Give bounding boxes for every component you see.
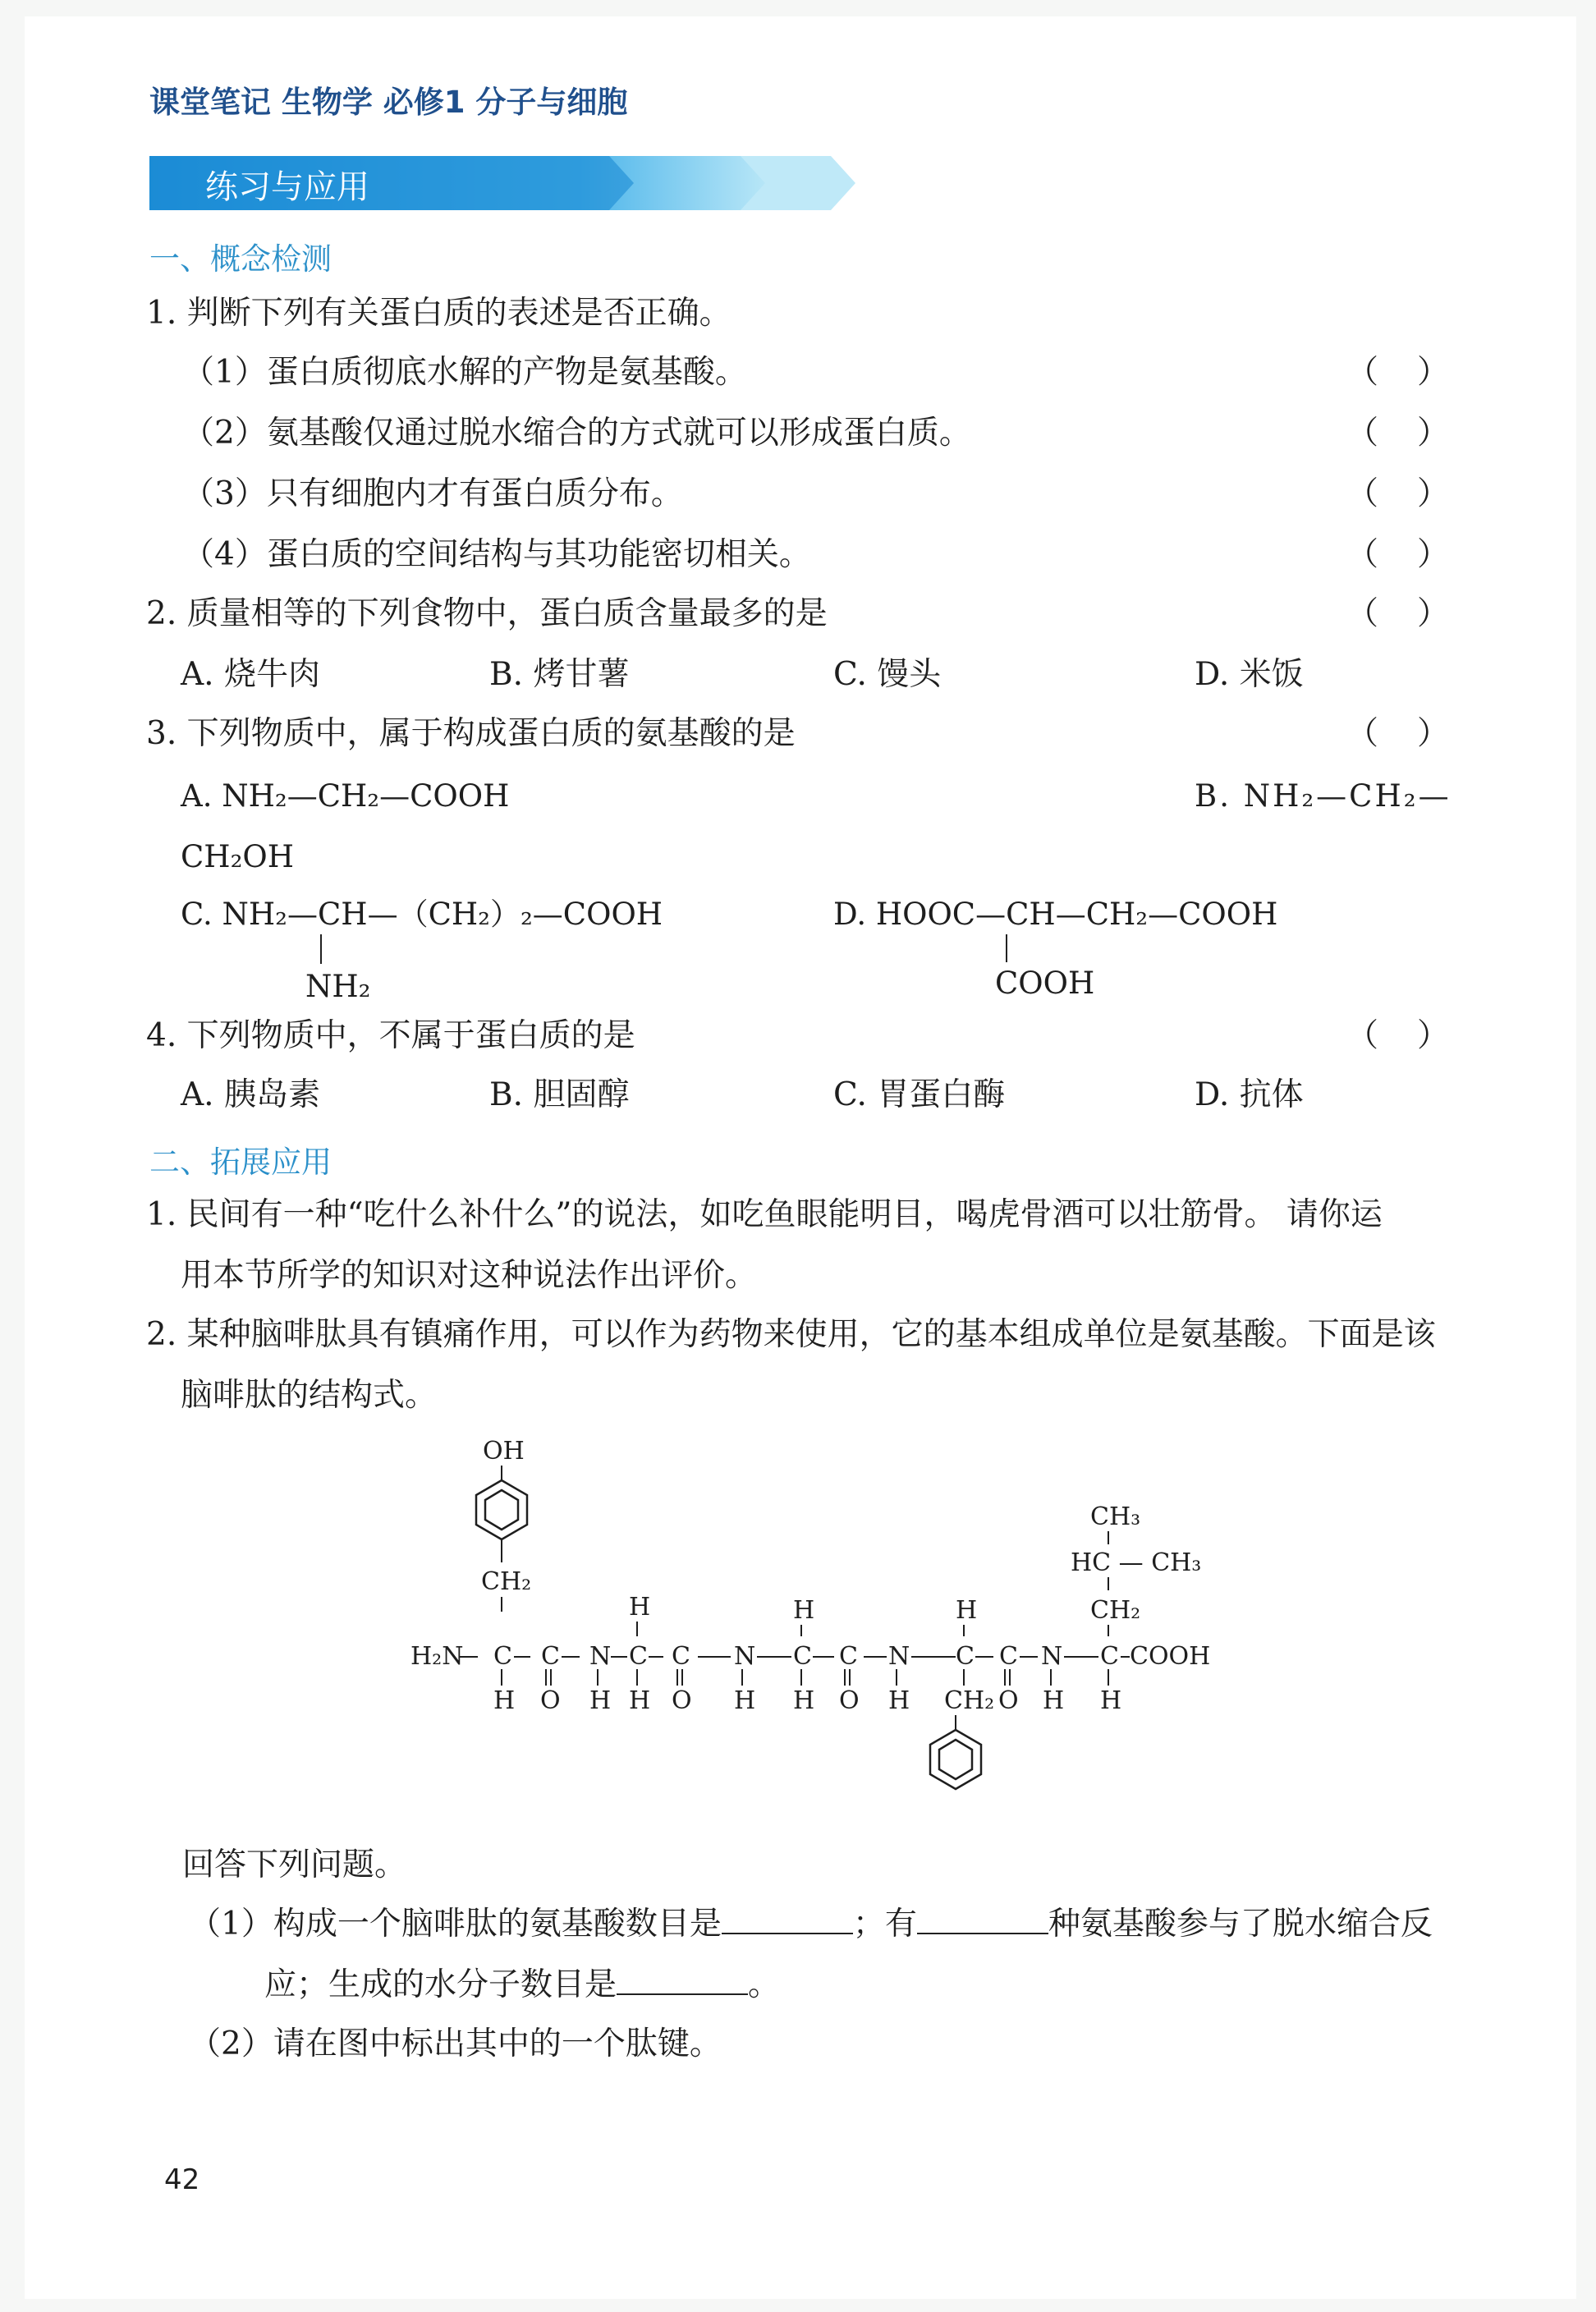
c-atom: C — [672, 1642, 690, 1671]
carboxyl-terminus-label: COOH — [1130, 1642, 1211, 1671]
section-title-extended-application: 二、拓展应用 — [149, 1145, 332, 1180]
answer-paren[interactable]: （ ） — [1346, 1017, 1449, 1054]
q3-option-d-substituent: COOH — [995, 966, 1095, 1001]
q4-option-d: D. 抗体 — [1195, 1076, 1304, 1113]
q3-option-d: D. HOOC—CH—CH₂—COOH — [833, 897, 1278, 932]
c-atom: C — [839, 1642, 858, 1671]
answer-paren[interactable]: （ ） — [1346, 475, 1449, 512]
q2-option-d: D. 米饭 — [1195, 656, 1304, 693]
o-label: O — [540, 1686, 561, 1715]
answer-paren[interactable]: （ ） — [1346, 415, 1449, 452]
ch2-label-phe: CH₂ — [944, 1686, 995, 1715]
page-number: 42 — [164, 2163, 200, 2196]
q3-option-b-continued: CH₂OH — [181, 839, 295, 874]
q2-option-a: A. 烧牛肉 — [181, 656, 320, 693]
answer-paren[interactable]: （ ） — [1346, 715, 1449, 752]
c-atom: C — [493, 1642, 512, 1671]
section-title-concept-check: 一、概念检测 — [149, 241, 332, 277]
answer-paren[interactable]: （ ） — [1346, 536, 1449, 573]
n-atom: N — [888, 1642, 910, 1671]
c-atom: C — [999, 1642, 1018, 1671]
n-atom: N — [734, 1642, 756, 1671]
ext-q2-line1: 2. 某种脑啡肽具有镇痛作用，可以作为药物来使用，它的基本组成单位是氨基酸。下面是该 — [146, 1316, 1436, 1353]
answer-blank-amino-acid-count[interactable] — [722, 1905, 853, 1934]
ch2-label-tyr: CH₂ — [481, 1567, 532, 1596]
q4-option-c: C. 胃蛋白酶 — [833, 1076, 1006, 1113]
h-label: H — [956, 1596, 978, 1625]
o-label: O — [672, 1686, 692, 1715]
h-label: H — [734, 1686, 756, 1715]
q3-stem: 3. 下列物质中，属于构成蛋白质的氨基酸的是 — [146, 715, 796, 752]
c-atom: C — [793, 1642, 812, 1671]
h-label: H — [793, 1596, 815, 1625]
hydroxyl-label: OH — [483, 1437, 525, 1466]
answer-blank-amino-acid-types[interactable] — [917, 1905, 1048, 1934]
benzene-ring-top — [476, 1480, 527, 1539]
c-atom: C — [541, 1642, 560, 1671]
n-atom: N — [589, 1642, 612, 1671]
q1-item-4: （4）蛋白质的空间结构与其功能密切相关。 — [182, 536, 811, 573]
h-label: H — [629, 1686, 651, 1715]
q4-stem: 4. 下列物质中，不属于蛋白质的是 — [146, 1017, 635, 1054]
q3-option-c: C. NH₂—CH—（CH₂）₂—COOH — [181, 897, 663, 932]
h-label: H — [1100, 1686, 1122, 1715]
q1-item-1: （1）蛋白质彻底水解的产物是氨基酸。 — [182, 354, 747, 391]
answer-intro: 回答下列问题。 — [182, 1846, 407, 1883]
c-atom: C — [956, 1642, 975, 1671]
q2-option-c: C. 馒头 — [833, 656, 942, 693]
n-atom: N — [1041, 1642, 1063, 1671]
banner-title: 练习与应用 — [205, 168, 369, 206]
q1-item-2: （2）氨基酸仅通过脱水缩合的方式就可以形成蛋白质。 — [182, 415, 971, 452]
answer-blank-water-count[interactable] — [617, 1966, 748, 1995]
q1-item-3: （3）只有细胞内才有蛋白质分布。 — [182, 475, 683, 512]
o-label: O — [839, 1686, 860, 1715]
ext-q1-line1: 1. 民间有一种“吃什么补什么”的说法，如吃鱼眼能明目，喝虎骨酒可以壮筋骨。 请你运 — [146, 1196, 1383, 1233]
ch2-label-leu: CH₂ — [1090, 1596, 1141, 1625]
bond-line — [320, 934, 322, 964]
h-label: H — [793, 1686, 815, 1715]
h-label: H — [888, 1686, 910, 1715]
sub-question-1-line1: （1）构成一个脑啡肽的氨基酸数目是 ；有 种氨基酸参与了脱水缩合反 — [189, 1906, 1433, 1943]
q4-option-a: A. 胰岛素 — [181, 1076, 320, 1113]
hc-ch3-label: HC — CH₃ — [1071, 1548, 1202, 1577]
ch3-top-label: CH₃ — [1090, 1502, 1141, 1531]
q2-option-b: B. 烤甘薯 — [489, 656, 630, 693]
book-header: 课堂笔记 生物学 必修1 分子与细胞 — [149, 85, 628, 120]
q1-stem: 1. 判断下列有关蛋白质的表述是否正确。 — [146, 295, 732, 332]
ext-q2-line2: 脑啡肽的结构式。 — [181, 1377, 438, 1414]
amino-terminus-label: H₂N — [410, 1642, 464, 1671]
q4-option-b: B. 胆固醇 — [489, 1076, 630, 1113]
q3-option-a: A. NH₂—CH₂—COOH — [181, 778, 510, 814]
enkephalin-structure — [386, 1424, 1248, 1835]
o-label: O — [998, 1686, 1019, 1715]
q2-stem: 2. 质量相等的下列食物中，蛋白质含量最多的是 — [146, 595, 828, 632]
answer-paren[interactable]: （ ） — [1346, 354, 1449, 391]
benzene-ring-bottom — [930, 1730, 981, 1789]
h-label: H — [629, 1593, 651, 1622]
sub-question-2: （2）请在图中标出其中的一个肽键。 — [189, 2025, 722, 2062]
ext-q1-line2: 用本节所学的知识对这种说法作出评价。 — [181, 1257, 758, 1294]
bond-line — [1006, 934, 1007, 962]
h-label: H — [589, 1686, 612, 1715]
h-label: H — [1043, 1686, 1065, 1715]
sub-question-1-line2: 应；生成的水分子数目是 。 — [264, 1966, 781, 2003]
c-atom: C — [1100, 1642, 1119, 1671]
q3-option-c-substituent: NH₂ — [305, 969, 371, 1004]
h-label: H — [493, 1686, 516, 1715]
c-atom: C — [629, 1642, 648, 1671]
q3-option-b: B. NH₂—CH₂— — [1195, 778, 1452, 814]
answer-paren[interactable]: （ ） — [1346, 595, 1449, 632]
